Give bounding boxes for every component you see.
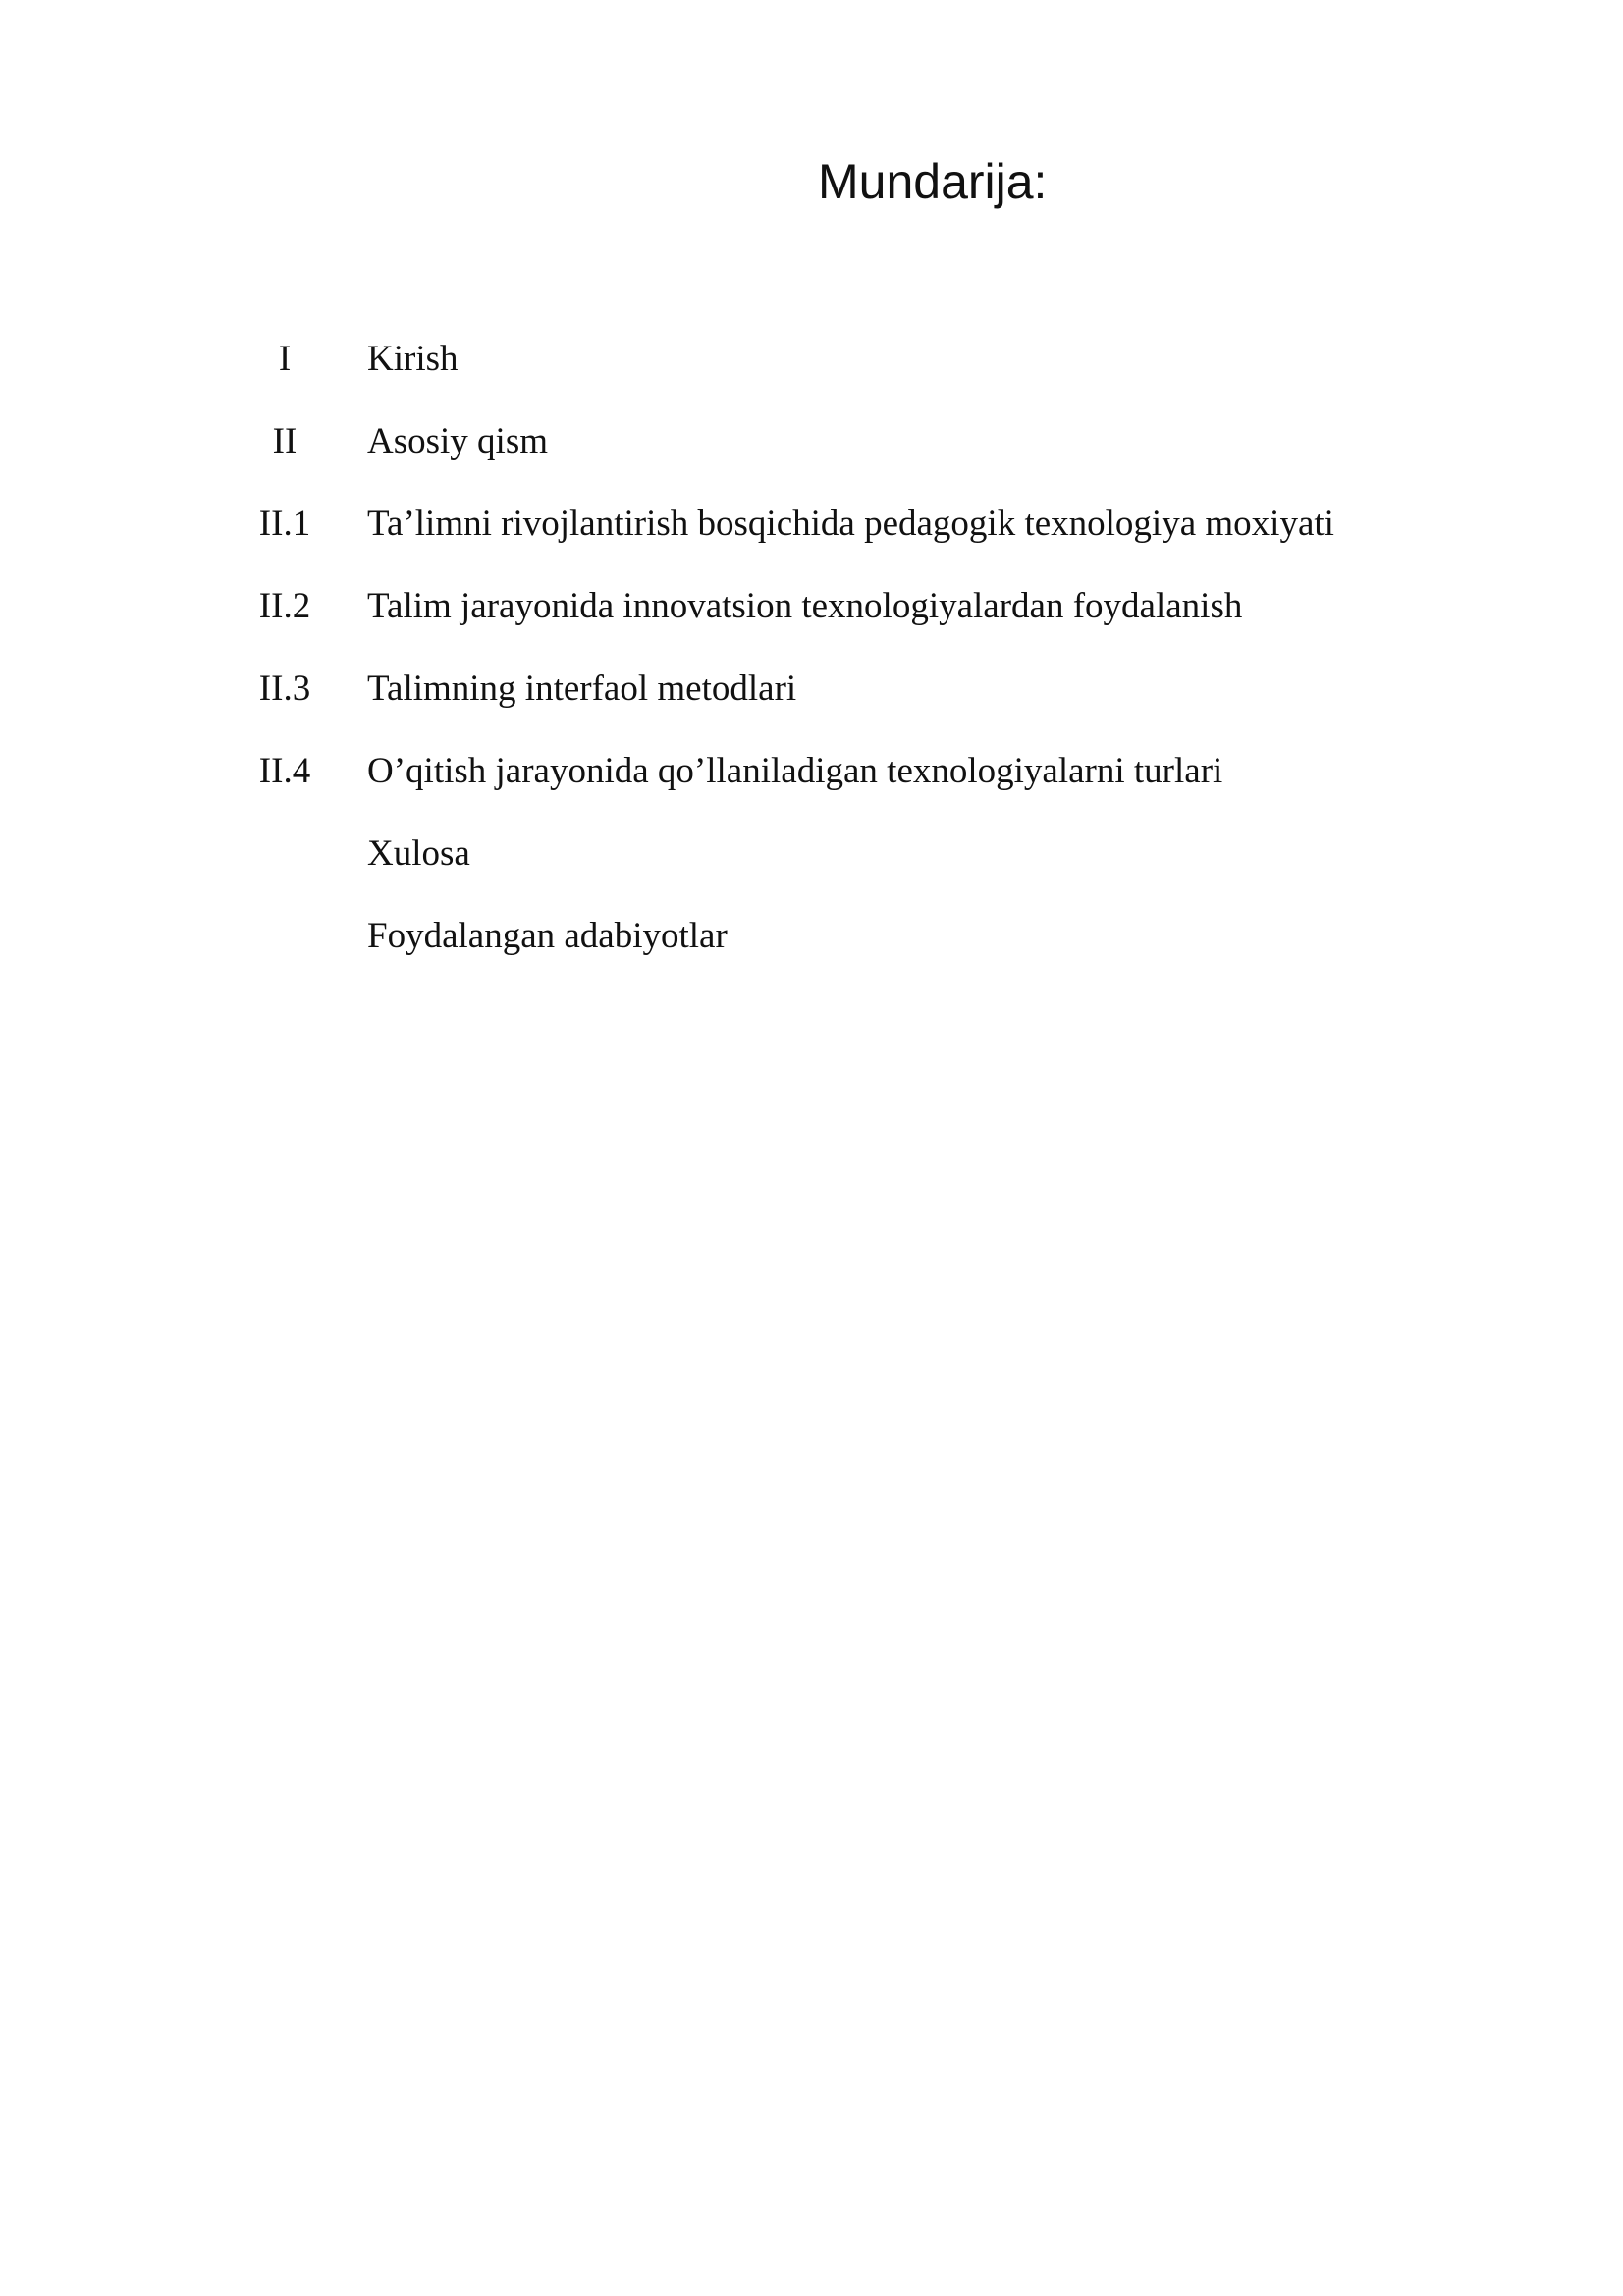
toc-item-number: II.1	[258, 504, 311, 544]
toc-item-text: O’qitish jarayonida qo’llaniladigan texnologiyalarni turlari	[367, 751, 1223, 791]
toc-item	[0, 825, 1623, 907]
toc-item-text: Xulosa	[367, 833, 470, 874]
toc-item-number: II.4	[258, 751, 311, 791]
toc-item	[0, 412, 1623, 495]
table-of-contents	[0, 330, 1623, 989]
toc-item-text: Kirish	[367, 339, 459, 379]
page-title: Mundarija:	[818, 154, 1048, 209]
toc-item-number: I	[278, 339, 292, 379]
toc-item-number: II	[272, 421, 298, 461]
toc-item	[0, 330, 1623, 412]
toc-item-text: Foydalangan adabiyotlar	[367, 916, 728, 956]
toc-item-number: II.2	[258, 586, 311, 626]
toc-item	[0, 495, 1623, 577]
toc-item-text: Talimning interfaol metodlari	[367, 668, 797, 709]
toc-item	[0, 660, 1623, 742]
toc-item-number: II.3	[258, 668, 311, 709]
toc-item-text: Ta’limni rivojlantirish bosqichida pedagogik texnologiya moxiyati	[367, 504, 1334, 544]
toc-item	[0, 907, 1623, 989]
toc-item	[0, 577, 1623, 660]
toc-item	[0, 742, 1623, 825]
toc-item-text: Talim jarayonida innovatsion texnologiyalardan foydalanish	[367, 586, 1243, 626]
toc-item-text: Asosiy qism	[367, 421, 549, 461]
